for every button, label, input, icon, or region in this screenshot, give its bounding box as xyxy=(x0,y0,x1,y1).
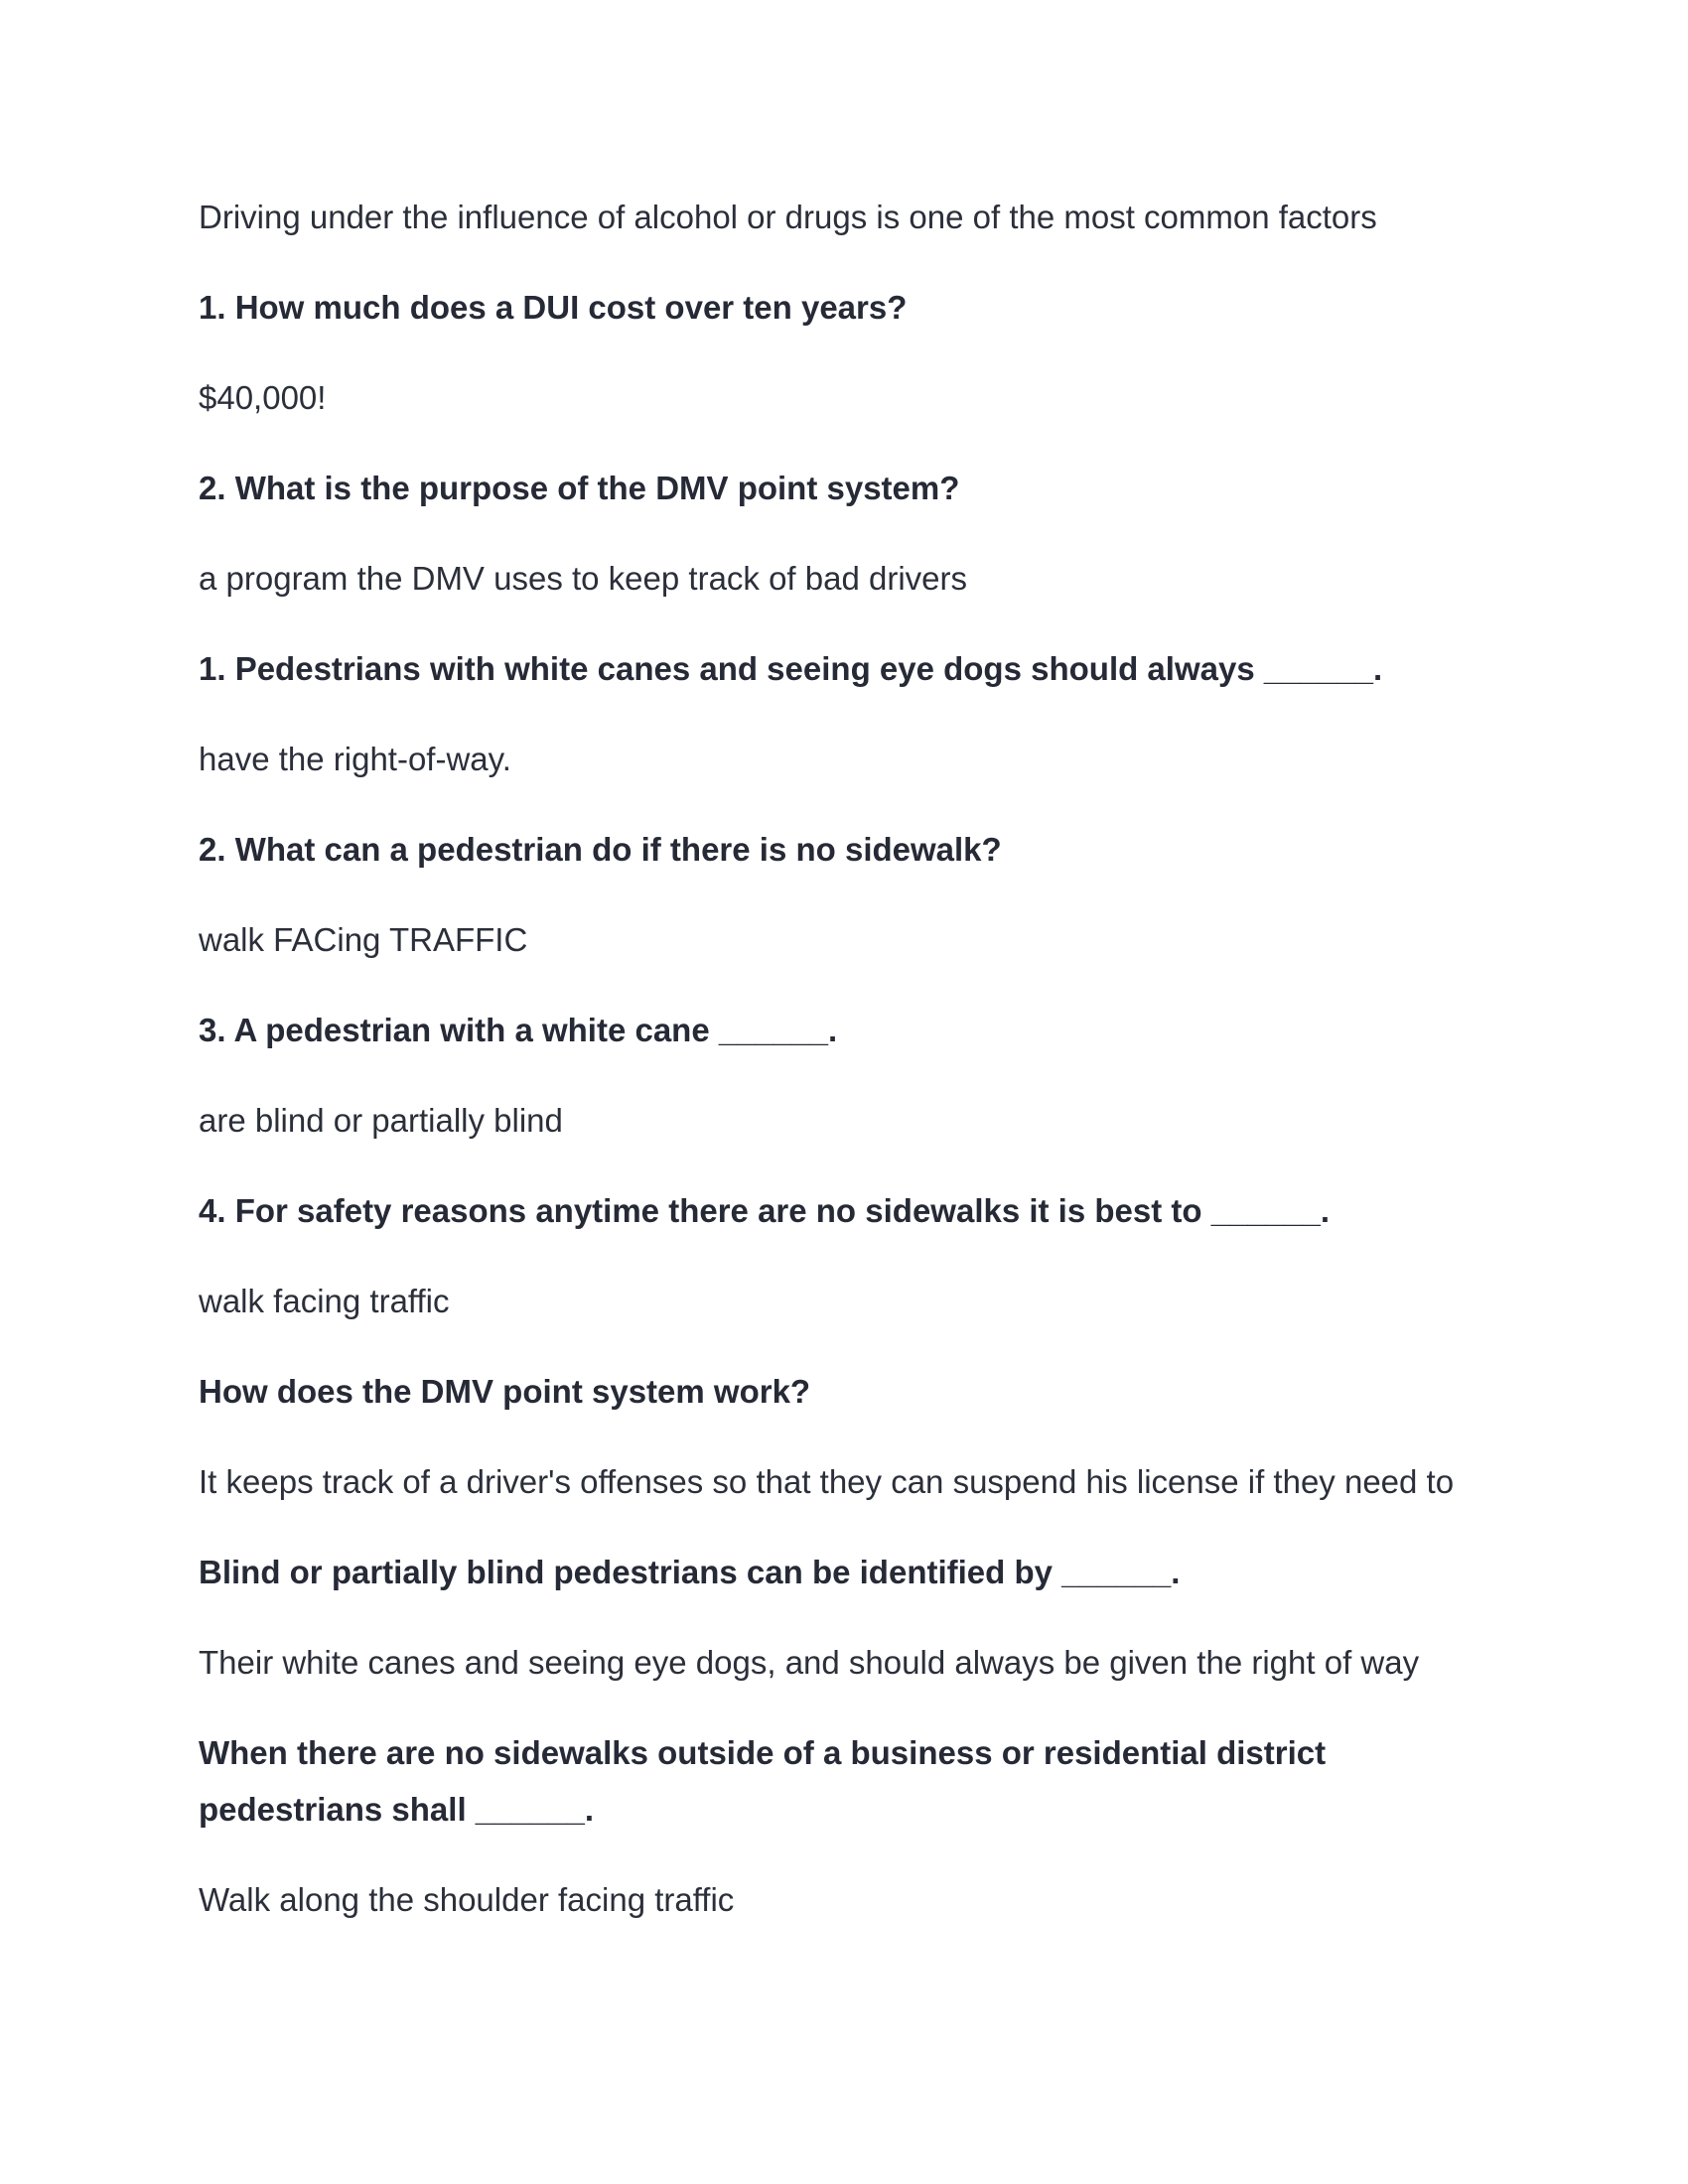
answer-2: a program the DMV uses to keep track of bad drivers xyxy=(199,560,968,597)
answer-3: have the right-of-way. xyxy=(199,741,511,777)
answer-9: Walk along the shoulder facing traffic xyxy=(199,1881,735,1918)
question-5: 3. A pedestrian with a white cane ______. xyxy=(199,1012,838,1048)
answer-7: It keeps track of a driver's offenses so that they can suspend his license if they need to xyxy=(199,1463,1455,1500)
question-7: How does the DMV point system work? xyxy=(199,1373,811,1410)
question-4: 2. What can a pedestrian do if there is no sidewalk? xyxy=(199,831,1002,868)
answer-5: are blind or partially blind xyxy=(199,1102,563,1139)
question-1: 1. How much does a DUI cost over ten years? xyxy=(199,289,908,326)
question-8: Blind or partially blind pedestrians can be identified by ______. xyxy=(199,1554,1181,1590)
question-2: 2. What is the purpose of the DMV point system? xyxy=(199,470,960,506)
answer-6: walk facing traffic xyxy=(199,1283,450,1319)
question-6: 4. For safety reasons anytime there are no sidewalks it is best to ______. xyxy=(199,1192,1330,1229)
answer-1: $40,000! xyxy=(199,379,327,416)
answer-4: walk FACing TRAFFIC xyxy=(199,921,528,958)
question-9: When there are no sidewalks outside of a business or residential district pedestrians shall ______. xyxy=(199,1734,1327,1828)
intro-text: Driving under the influence of alcohol or drugs is one of the most common factors xyxy=(199,199,1377,235)
question-3: 1. Pedestrians with white canes and seeing eye dogs should always ______. xyxy=(199,650,1383,687)
answer-8: Their white canes and seeing eye dogs, and should always be given the right of way xyxy=(199,1644,1420,1681)
document-page xyxy=(199,189,1509,1962)
